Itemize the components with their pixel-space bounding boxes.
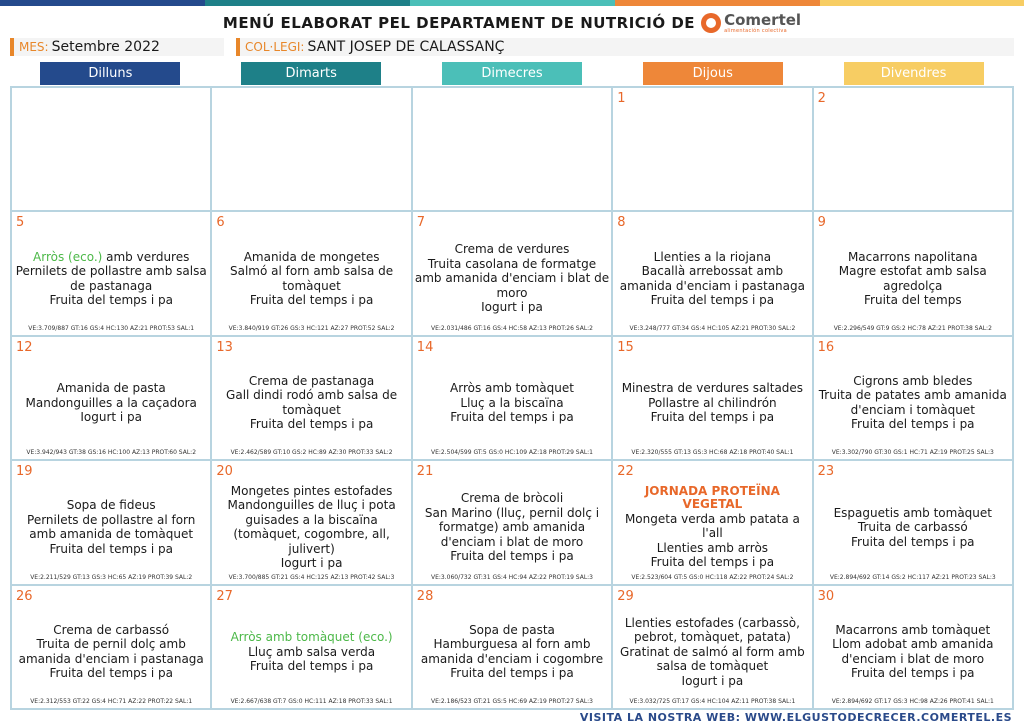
day-number: 2 [817, 91, 826, 106]
day-cell [413, 461, 611, 583]
day-number: 30 [817, 588, 835, 604]
footer-website: VISITA LA NOSTRA WEB: WWW.ELGUSTODECRECER.COMERTEL.ES [579, 711, 1012, 724]
nutrition-info: VE:3.942/943 GT:38 GS:16 HC:100 AZ:13 PROT:60 SAL:2 [26, 449, 197, 457]
dish-line: Bacallà arrebossat amb amanida d'enciam i pastanaga [619, 264, 805, 293]
dish-line: Pollastre al chilindrón [648, 395, 777, 410]
weekday-divendres: Divendres [844, 62, 984, 85]
dish-line: Fruita del temps i pa [249, 659, 374, 674]
day-cell [613, 586, 811, 708]
day-number: 13 [216, 339, 233, 355]
day-cell [413, 88, 611, 210]
dish-line: Llenties estofades (carbassò, pebrot, tomàquet, patata) [624, 615, 800, 645]
dish-line: Truita de pernil dolç amb amanida d'enciam i pastanaga [18, 637, 204, 666]
nutrition-info: VE:2.504/599 GT:5 GS:0 HC:109 AZ:18 PROT:29 SAL:1 [430, 449, 593, 457]
menu-dishes [14, 487, 208, 567]
dish-line: Mandonguilles de lluç i pota guisades a la biscaïna (tomàquet, cogombre, all, julivert) [227, 498, 396, 556]
dish-line: Magre estofat amb salsa agredolça [838, 264, 987, 293]
day-cell [814, 88, 1012, 210]
day-number: 6 [216, 215, 225, 231]
dish-text-part: Arròs (eco.) [33, 249, 103, 264]
day-cell [814, 586, 1012, 708]
nutrition-info: VE:3.060/732 GT:31 GS:4 HC:94 AZ:22 PROT:19 SAL:3 [430, 573, 593, 581]
dish-line: Salmó al forn amb salsa de tomàquet [229, 264, 394, 293]
nutrition-info: VE:2.031/486 GT:16 GS:4 HC:58 AZ:13 PROT:26 SAL:2 [430, 324, 593, 332]
dish-line: Truita casolana de formatge amb amanida d'enciam i blat de moro [414, 256, 610, 300]
dish-line: Sopa de pasta [469, 622, 555, 637]
nutrition-info: VE:3.840/919 GT:26 GS:3 HC:121 AZ:27 PROT:52 SAL:2 [228, 324, 395, 332]
day-number: 12 [16, 339, 33, 355]
day-number: 14 [416, 339, 434, 355]
dish-line: Pernilets de pollastre amb salsa de pastanaga [15, 264, 207, 293]
weekday-header [10, 62, 1014, 86]
menu-dishes [214, 238, 408, 318]
weekday-col-dimarts [211, 62, 412, 86]
day-number: 29 [617, 588, 634, 604]
logo-tagline: alimentación colectiva [724, 27, 787, 34]
dish-line: Crema de bròcoli [460, 491, 564, 506]
top-color-bar [0, 0, 1024, 6]
day-number: 5 [16, 215, 25, 231]
menu-dishes [214, 363, 408, 443]
dish-line: Macarrons amb tomàquet [835, 622, 991, 637]
nutrition-info: VE:3.032/725 GT:17 GS:4 HC:104 AZ:11 PROT:38 SAL:1 [629, 698, 796, 705]
dish-line: Fruita del temps i pa [650, 410, 775, 425]
school-value: SANT JOSEP DE CALASSANÇ [307, 39, 505, 55]
day-number: 16 [817, 339, 835, 355]
day-cell [212, 88, 410, 210]
nutrition-info: VE:2.186/523 GT:21 GS:5 HC:69 AZ:19 PROT:27 SAL:3 [430, 698, 593, 705]
weekday-dijous: Dijous [643, 62, 783, 85]
month-value: Setembre 2022 [51, 39, 160, 55]
dish-line: Hamburguesa al forn amb amanida d'enciam i cogombre [420, 637, 604, 666]
dish-line: Iogurt i pa [80, 410, 143, 425]
nutrition-info: VE:2.894/692 GT:14 GS:2 HC:117 AZ:21 PROT:23 SAL:3 [829, 573, 996, 581]
nutrition-info: VE:3.302/790 GT:30 GS:1 HC:71 AZ:19 PROT:25 SAL:3 [831, 449, 994, 457]
menu-dishes [14, 612, 208, 692]
school-box [236, 38, 1014, 56]
dish-line: Lluç a la biscaïna [460, 395, 564, 410]
info-row [10, 38, 1014, 56]
day-cell [12, 337, 210, 459]
day-cell [814, 337, 1012, 459]
nutrition-info: VE:2.320/555 GT:13 GS:3 HC:68 AZ:18 PROT:40 SAL:1 [631, 449, 794, 457]
dish-line: JORNADA PROTEÏNA VEGETAL [644, 483, 780, 512]
dish-line: Mongeta verda amb patata a l'all [624, 511, 800, 541]
dish-line: Amanida de pasta [56, 381, 166, 396]
day-number: 23 [817, 464, 835, 480]
dish-line: Crema de carbassó [53, 622, 170, 637]
dish-line: Macarrons napolitana [847, 249, 978, 264]
dish-line: Crema de pastanaga [248, 373, 375, 388]
day-cell [613, 461, 811, 583]
nutrition-info: VE:2.312/553 GT:22 GS:4 HC:71 AZ:22 PROT:22 SAL:1 [30, 698, 193, 705]
top-bar-segment-3 [410, 0, 615, 6]
nutrition-info: VE:2.523/604 GT:5 GS:0 HC:118 AZ:22 PROT:24 SAL:2 [631, 573, 794, 581]
dish-line: Fruita del temps i pa [450, 666, 574, 681]
menu-dishes [816, 238, 1010, 318]
menu-dishes [415, 363, 609, 443]
dish-line: Fruita del temps [864, 293, 962, 308]
dish-text-part: amb verdures [102, 249, 190, 264]
dish-line: Fruita del temps i pa [450, 549, 574, 564]
menu-dishes [14, 238, 208, 318]
nutrition-info: VE:2.667/638 GT:7 GS:0 HC:111 AZ:18 PROT:33 SAL:1 [230, 698, 393, 705]
logo-name: Comertel [724, 10, 802, 29]
day-cell [212, 337, 410, 459]
dish-line: Lluç amb salsa verda [248, 644, 376, 659]
menu-calendar-grid [10, 86, 1014, 710]
dish-line: Espaguetis amb tomàquet [833, 505, 992, 520]
menu-dishes [816, 363, 1010, 443]
dish-line: Fruita del temps i pa [650, 555, 775, 570]
menu-dishes [14, 363, 208, 443]
menu-dishes [415, 612, 609, 692]
day-number: 8 [617, 215, 626, 231]
top-bar-segment-1 [0, 0, 205, 6]
comertel-logo [701, 10, 802, 34]
day-number: 20 [216, 464, 233, 480]
weekday-dimarts: Dimarts [241, 62, 381, 85]
dish-line: Fruita del temps i pa [49, 666, 173, 681]
menu-dishes [615, 612, 809, 692]
month-box [10, 38, 224, 56]
dish-line: Gratinat de salmó al form amb salsa de tomàquet [620, 644, 805, 674]
dish-line: Amanida de mongetes [243, 249, 380, 264]
header [0, 10, 1024, 36]
dish-line: Truita de carbassó [857, 520, 968, 535]
month-label: MES: [19, 40, 49, 54]
dish-line: Fruita del temps i pa [450, 410, 574, 425]
nutrition-info: VE:3.709/887 GT:16 GS:4 HC:130 AZ:21 PROT:53 SAL:1 [28, 324, 195, 332]
dish-line: Minestra de verdures saltades [621, 381, 804, 396]
dish-line: Fruita del temps i pa [49, 541, 173, 556]
page-title: MENÚ ELABORAT PEL DEPARTAMENT DE NUTRICIÓ DE [222, 14, 696, 32]
menu-dishes [415, 487, 609, 567]
weekday-dimecres: Dimecres [442, 62, 582, 85]
dish-line: Iogurt i pa [280, 556, 343, 571]
nutrition-info: VE:3.248/777 GT:34 GS:4 HC:105 AZ:21 PROT:30 SAL:2 [629, 324, 796, 332]
dish-line: Fruita del temps i pa [49, 293, 173, 308]
day-cell [12, 586, 210, 708]
dish-line: Truita de patates amb amanida d'enciam i tomàquet [818, 388, 1007, 417]
day-cell [12, 461, 210, 583]
dish-line: Mandonguilles a la caçadora [25, 395, 197, 410]
nutrition-info: VE:2.296/549 GT:9 GS:2 HC:78 AZ:21 PROT:38 SAL:2 [833, 324, 992, 332]
dish-line: Arròs amb tomàquet (eco.) [230, 630, 393, 645]
dish-line: Fruita del temps i pa [650, 293, 775, 308]
menu-dishes [615, 114, 809, 194]
dish-line: Iogurt i pa [481, 300, 543, 315]
dish-line: Fruita del temps i pa [851, 666, 975, 681]
menu-dishes [214, 483, 408, 571]
menu-dishes [14, 114, 208, 194]
day-number: 26 [16, 588, 33, 604]
top-bar-segment-2 [205, 0, 410, 6]
dish-line: Fruita del temps i pa [249, 417, 374, 432]
day-cell [814, 212, 1012, 334]
menu-dishes [816, 487, 1010, 567]
day-cell [613, 337, 811, 459]
day-number: 28 [416, 588, 434, 604]
day-number: 22 [617, 464, 634, 480]
dish-line: Llom adobat amb amanida d'enciam i blat de moro [832, 637, 994, 666]
day-cell [413, 586, 611, 708]
day-number: 15 [617, 339, 634, 355]
day-cell [212, 212, 410, 334]
comertel-logo-icon [701, 13, 721, 33]
weekday-col-dijous [612, 62, 813, 86]
day-cell [613, 212, 811, 334]
dish-line: Sopa de fideus [66, 498, 156, 513]
day-number: 19 [16, 464, 33, 480]
dish-line: Pernilets de pollastre al forn amb amanida de tomàquet [27, 512, 196, 542]
dish-line: Fruita del temps i pa [851, 417, 975, 432]
menu-dishes [615, 238, 809, 318]
day-number: 1 [617, 91, 626, 106]
weekday-dilluns: Dilluns [40, 62, 180, 85]
day-cell [12, 88, 210, 210]
day-number: 21 [416, 464, 434, 480]
day-number: 7 [416, 215, 426, 231]
dish-line: Arròs amb tomàquet [450, 381, 574, 396]
day-cell [613, 88, 811, 210]
nutrition-info: VE:2.894/692 GT:17 GS:3 HC:98 AZ:26 PROT:41 SAL:1 [831, 698, 994, 705]
menu-dishes [816, 114, 1010, 194]
dish-line: Gall dindi rodó amb salsa de tomàquet [226, 388, 398, 417]
menu-dishes [214, 612, 408, 692]
dish-line: Cigrons amb bledes [853, 373, 973, 388]
day-cell [413, 212, 611, 334]
dish-line: San Marino (lluç, pernil dolç i formatge) amb amanida d'enciam i blat de moro [424, 505, 600, 549]
day-cell [212, 461, 410, 583]
day-cell [413, 337, 611, 459]
school-label: COL·LEGI: [245, 40, 305, 54]
day-number: 9 [817, 215, 826, 231]
menu-dishes [214, 114, 408, 194]
dish-line [33, 250, 189, 265]
day-number: 27 [216, 588, 233, 604]
dish-line: Iogurt i pa [681, 673, 744, 688]
menu-dishes [415, 238, 609, 318]
menu-dishes [816, 612, 1010, 692]
nutrition-info: VE:2.462/589 GT:10 GS:2 HC:89 AZ:30 PROT:33 SAL:2 [230, 449, 393, 457]
top-bar-segment-4 [615, 0, 820, 6]
nutrition-info: VE:2.211/529 GT:13 GS:3 HC:65 AZ:19 PROT:39 SAL:2 [30, 573, 193, 581]
day-cell [12, 212, 210, 334]
dish-line: Llenties amb arròs [656, 540, 769, 555]
top-bar-segment-5 [820, 0, 1024, 6]
dish-line: Crema de verdures [454, 242, 570, 257]
dish-line: Fruita del temps i pa [851, 534, 975, 549]
weekday-col-dimecres [412, 62, 613, 86]
dish-line: Mongetes pintes estofades [230, 483, 393, 498]
dish-line: Llenties a la riojana [653, 249, 772, 264]
nutrition-info: VE:3.700/885 GT:21 GS:4 HC:125 AZ:13 PROT:42 SAL:3 [228, 573, 395, 581]
day-cell [814, 461, 1012, 583]
menu-dishes [415, 114, 609, 194]
weekday-col-dilluns [10, 62, 211, 86]
logo-text [724, 10, 802, 34]
weekday-col-divendres [813, 62, 1014, 86]
dish-line: Fruita del temps i pa [249, 293, 374, 308]
menu-dishes [615, 363, 809, 443]
menu-dishes [615, 483, 809, 570]
day-cell [212, 586, 410, 708]
